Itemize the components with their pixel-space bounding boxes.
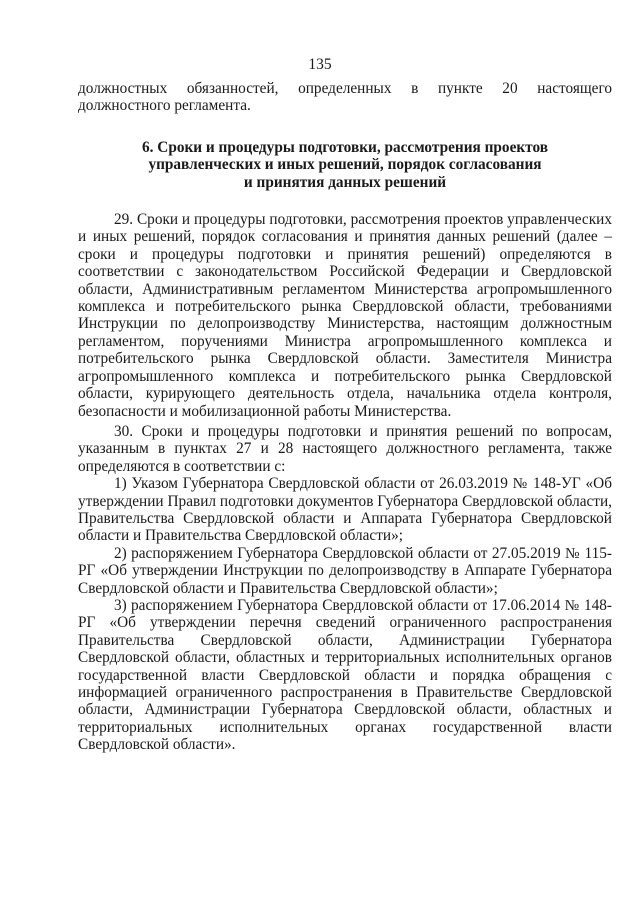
- section-heading-line: управленческих и иных решений, порядок согласования: [148, 156, 542, 174]
- paragraph-29: 29. Сроки и процедуры подготовки, рассмотрения проектов управленческих и иных решений, порядок согласования и принятия данных решений (далее – сроки и процедуры подготовки и принятия решений) определяются в соответствии с законодательством Российской Федерации и Свердловской области, Административным регламентом Министерства агропромышленного комплекса и потребительского рынка Свердловской области, требованиями Инструкции по делопроизводству Министерства, настоящим должностным регламентом, поручениями Министра агропромышленного комплекса и потребительского рынка Свердловской области. Заместителя Министра агропромышленного комплекса и потребительского рынка Свердловской области, курирующего деятельность отдела, начальника отдела контроля, безопасности и мобилизационной работы Министерства.: [78, 211, 612, 420]
- list-item-3: 3) распоряжением Губернатора Свердловской области от 17.06.2014 № 148-РГ «Об утверждении перечня сведений ограниченного распространения Правительства Свердловской области, Администрации Губернатора Свердловской области, областных и территориальных исполнительных органов государственной власти Свердловской области и порядка обращения с информацией ограниченного распространения в Правительстве Свердловской области, Администрации Губернатора Свердловской области, областных и территориальных исполнительных органах государственной власти Свердловской области».: [78, 596, 612, 754]
- page-number: 135: [308, 56, 332, 73]
- list-item-1: 1) Указом Губернатора Свердловской области от 26.03.2019 № 148-УГ «Об утверждении Правил подготовки документов Губернатора Свердловской области, Правительства Свердловской области и Аппарата Губернатора Свердловской области и Правительства Свердловской области»;: [78, 475, 612, 545]
- intro-paragraph: должностных обязанностей, определенных в пункте 20 настоящего должностного регламента.: [78, 80, 612, 115]
- document-body: [78, 80, 612, 754]
- section-heading: [78, 139, 612, 191]
- section-heading-line: 6. Сроки и процедуры подготовки, рассмотрения проектов: [141, 138, 549, 156]
- paragraph-30: 30. Сроки и процедуры подготовки и принятия решений по вопросам, указанным в пунктах 27 и 28 настоящего должностного регламента, также определяются в соответствии с:: [78, 422, 612, 475]
- list-item-2: 2) распоряжением Губернатора Свердловской области от 27.05.2019 № 115-РГ «Об утверждении Инструкции по делопроизводству в Аппарате Губернатора Свердловской области и Правительства Свердловской области»;: [78, 544, 612, 597]
- section-heading-line: и принятия данных решений: [243, 173, 447, 191]
